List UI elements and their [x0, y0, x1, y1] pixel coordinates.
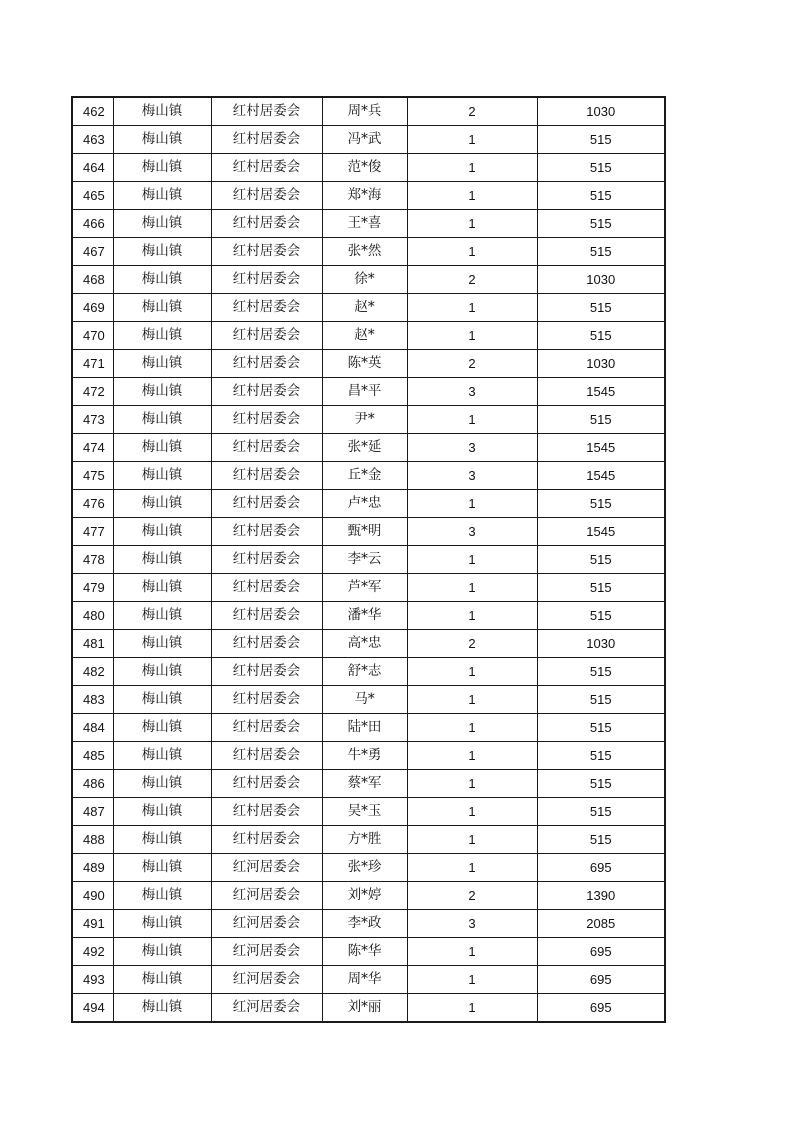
town-cell: 梅山镇	[113, 518, 211, 546]
amount-cell: 1545	[537, 378, 665, 406]
row-number: 488	[72, 826, 113, 854]
amount-cell: 515	[537, 574, 665, 602]
amount-cell: 515	[537, 798, 665, 826]
row-number: 474	[72, 434, 113, 462]
amount-cell: 515	[537, 658, 665, 686]
table-row	[72, 490, 665, 518]
name-cell: 赵*	[322, 294, 407, 322]
amount-cell: 695	[537, 994, 665, 1023]
committee-cell: 红村居委会	[211, 798, 322, 826]
name-cell: 陈*英	[322, 350, 407, 378]
row-number: 487	[72, 798, 113, 826]
row-number: 483	[72, 686, 113, 714]
row-number: 479	[72, 574, 113, 602]
table-row	[72, 658, 665, 686]
table-row	[72, 97, 665, 126]
table-row	[72, 910, 665, 938]
amount-cell: 1030	[537, 97, 665, 126]
committee-cell: 红村居委会	[211, 238, 322, 266]
name-cell: 陈*华	[322, 938, 407, 966]
town-cell: 梅山镇	[113, 378, 211, 406]
household-count-cell: 1	[407, 658, 537, 686]
amount-cell: 515	[537, 742, 665, 770]
amount-cell: 515	[537, 546, 665, 574]
committee-cell: 红村居委会	[211, 742, 322, 770]
town-cell: 梅山镇	[113, 490, 211, 518]
table-row	[72, 966, 665, 994]
amount-cell: 515	[537, 490, 665, 518]
name-cell: 李*政	[322, 910, 407, 938]
committee-cell: 红村居委会	[211, 462, 322, 490]
row-number: 469	[72, 294, 113, 322]
table-row	[72, 266, 665, 294]
row-number: 484	[72, 714, 113, 742]
town-cell: 梅山镇	[113, 266, 211, 294]
row-number: 463	[72, 126, 113, 154]
name-cell: 赵*	[322, 322, 407, 350]
committee-cell: 红村居委会	[211, 574, 322, 602]
amount-cell: 1545	[537, 462, 665, 490]
name-cell: 昌*平	[322, 378, 407, 406]
amount-cell: 515	[537, 238, 665, 266]
row-number: 478	[72, 546, 113, 574]
household-count-cell: 1	[407, 238, 537, 266]
name-cell: 卢*忠	[322, 490, 407, 518]
table-row	[72, 742, 665, 770]
household-count-cell: 1	[407, 406, 537, 434]
town-cell: 梅山镇	[113, 322, 211, 350]
town-cell: 梅山镇	[113, 994, 211, 1023]
table-row	[72, 714, 665, 742]
row-number: 481	[72, 630, 113, 658]
town-cell: 梅山镇	[113, 574, 211, 602]
amount-cell: 515	[537, 154, 665, 182]
town-cell: 梅山镇	[113, 238, 211, 266]
town-cell: 梅山镇	[113, 854, 211, 882]
committee-cell: 红河居委会	[211, 910, 322, 938]
name-cell: 蔡*军	[322, 770, 407, 798]
table-row	[72, 126, 665, 154]
household-count-cell: 1	[407, 574, 537, 602]
town-cell: 梅山镇	[113, 210, 211, 238]
name-cell: 王*喜	[322, 210, 407, 238]
amount-cell: 515	[537, 294, 665, 322]
household-count-cell: 1	[407, 154, 537, 182]
table-row	[72, 294, 665, 322]
table-row	[72, 630, 665, 658]
amount-cell: 1030	[537, 630, 665, 658]
household-count-cell: 1	[407, 490, 537, 518]
town-cell: 梅山镇	[113, 182, 211, 210]
town-cell: 梅山镇	[113, 910, 211, 938]
table-row	[72, 462, 665, 490]
household-count-cell: 2	[407, 882, 537, 910]
amount-cell: 515	[537, 714, 665, 742]
name-cell: 陆*田	[322, 714, 407, 742]
household-count-cell: 1	[407, 742, 537, 770]
row-number: 471	[72, 350, 113, 378]
committee-cell: 红村居委会	[211, 378, 322, 406]
committee-cell: 红河居委会	[211, 994, 322, 1023]
table-row	[72, 770, 665, 798]
committee-cell: 红村居委会	[211, 350, 322, 378]
amount-cell: 515	[537, 406, 665, 434]
town-cell: 梅山镇	[113, 686, 211, 714]
town-cell: 梅山镇	[113, 434, 211, 462]
amount-cell: 1030	[537, 266, 665, 294]
row-number: 467	[72, 238, 113, 266]
amount-cell: 1030	[537, 350, 665, 378]
committee-cell: 红村居委会	[211, 434, 322, 462]
table-body	[72, 97, 665, 1022]
row-number: 490	[72, 882, 113, 910]
table-row	[72, 798, 665, 826]
row-number: 476	[72, 490, 113, 518]
table-row	[72, 322, 665, 350]
table-row	[72, 938, 665, 966]
name-cell: 李*云	[322, 546, 407, 574]
household-count-cell: 1	[407, 966, 537, 994]
town-cell: 梅山镇	[113, 154, 211, 182]
town-cell: 梅山镇	[113, 406, 211, 434]
amount-cell: 515	[537, 686, 665, 714]
amount-cell: 695	[537, 938, 665, 966]
town-cell: 梅山镇	[113, 658, 211, 686]
row-number: 470	[72, 322, 113, 350]
town-cell: 梅山镇	[113, 546, 211, 574]
name-cell: 徐*	[322, 266, 407, 294]
amount-cell: 515	[537, 770, 665, 798]
household-count-cell: 1	[407, 210, 537, 238]
town-cell: 梅山镇	[113, 294, 211, 322]
table-row	[72, 574, 665, 602]
row-number: 465	[72, 182, 113, 210]
name-cell: 张*延	[322, 434, 407, 462]
town-cell: 梅山镇	[113, 742, 211, 770]
row-number: 492	[72, 938, 113, 966]
committee-cell: 红村居委会	[211, 406, 322, 434]
table-row	[72, 406, 665, 434]
committee-cell: 红村居委会	[211, 210, 322, 238]
row-number: 482	[72, 658, 113, 686]
household-count-cell: 3	[407, 518, 537, 546]
row-number: 477	[72, 518, 113, 546]
town-cell: 梅山镇	[113, 126, 211, 154]
name-cell: 舒*志	[322, 658, 407, 686]
table-row	[72, 154, 665, 182]
household-count-cell: 1	[407, 798, 537, 826]
committee-cell: 红河居委会	[211, 882, 322, 910]
committee-cell: 红村居委会	[211, 714, 322, 742]
town-cell: 梅山镇	[113, 882, 211, 910]
amount-cell: 695	[537, 966, 665, 994]
row-number: 466	[72, 210, 113, 238]
name-cell: 马*	[322, 686, 407, 714]
name-cell: 丘*金	[322, 462, 407, 490]
household-count-cell: 2	[407, 350, 537, 378]
household-count-cell: 3	[407, 910, 537, 938]
amount-cell: 2085	[537, 910, 665, 938]
row-number: 464	[72, 154, 113, 182]
name-cell: 刘*丽	[322, 994, 407, 1023]
table-row	[72, 238, 665, 266]
amount-cell: 1390	[537, 882, 665, 910]
row-number: 493	[72, 966, 113, 994]
committee-cell: 红村居委会	[211, 294, 322, 322]
amount-cell: 1545	[537, 434, 665, 462]
committee-cell: 红村居委会	[211, 658, 322, 686]
name-cell: 范*俊	[322, 154, 407, 182]
data-table	[71, 96, 666, 1023]
committee-cell: 红村居委会	[211, 322, 322, 350]
town-cell: 梅山镇	[113, 630, 211, 658]
committee-cell: 红村居委会	[211, 770, 322, 798]
household-count-cell: 2	[407, 97, 537, 126]
amount-cell: 515	[537, 182, 665, 210]
name-cell: 吴*玉	[322, 798, 407, 826]
household-count-cell: 1	[407, 994, 537, 1023]
table-row	[72, 854, 665, 882]
table-row	[72, 210, 665, 238]
committee-cell: 红村居委会	[211, 602, 322, 630]
town-cell: 梅山镇	[113, 826, 211, 854]
committee-cell: 红河居委会	[211, 938, 322, 966]
household-count-cell: 2	[407, 630, 537, 658]
name-cell: 冯*武	[322, 126, 407, 154]
household-count-cell: 1	[407, 322, 537, 350]
household-count-cell: 3	[407, 462, 537, 490]
name-cell: 郑*海	[322, 182, 407, 210]
town-cell: 梅山镇	[113, 602, 211, 630]
town-cell: 梅山镇	[113, 97, 211, 126]
committee-cell: 红村居委会	[211, 826, 322, 854]
household-count-cell: 1	[407, 938, 537, 966]
committee-cell: 红村居委会	[211, 266, 322, 294]
table-row	[72, 826, 665, 854]
household-count-cell: 3	[407, 378, 537, 406]
row-number: 473	[72, 406, 113, 434]
household-count-cell: 1	[407, 714, 537, 742]
name-cell: 尹*	[322, 406, 407, 434]
table-row	[72, 994, 665, 1023]
table-row	[72, 686, 665, 714]
table-row	[72, 378, 665, 406]
household-count-cell: 1	[407, 686, 537, 714]
committee-cell: 红村居委会	[211, 490, 322, 518]
name-cell: 牛*勇	[322, 742, 407, 770]
row-number: 494	[72, 994, 113, 1023]
committee-cell: 红村居委会	[211, 630, 322, 658]
household-count-cell: 1	[407, 854, 537, 882]
row-number: 485	[72, 742, 113, 770]
row-number: 491	[72, 910, 113, 938]
town-cell: 梅山镇	[113, 770, 211, 798]
household-count-cell: 1	[407, 126, 537, 154]
row-number: 486	[72, 770, 113, 798]
name-cell: 甄*明	[322, 518, 407, 546]
name-cell: 方*胜	[322, 826, 407, 854]
household-count-cell: 1	[407, 826, 537, 854]
row-number: 489	[72, 854, 113, 882]
committee-cell: 红村居委会	[211, 154, 322, 182]
household-count-cell: 1	[407, 294, 537, 322]
town-cell: 梅山镇	[113, 966, 211, 994]
household-count-cell: 3	[407, 434, 537, 462]
town-cell: 梅山镇	[113, 350, 211, 378]
amount-cell: 695	[537, 854, 665, 882]
household-count-cell: 1	[407, 602, 537, 630]
town-cell: 梅山镇	[113, 462, 211, 490]
committee-cell: 红村居委会	[211, 686, 322, 714]
committee-cell: 红村居委会	[211, 97, 322, 126]
name-cell: 张*然	[322, 238, 407, 266]
table-row	[72, 182, 665, 210]
amount-cell: 515	[537, 322, 665, 350]
row-number: 472	[72, 378, 113, 406]
household-count-cell: 1	[407, 546, 537, 574]
town-cell: 梅山镇	[113, 714, 211, 742]
table-row	[72, 518, 665, 546]
table-row	[72, 434, 665, 462]
row-number: 475	[72, 462, 113, 490]
name-cell: 周*华	[322, 966, 407, 994]
household-count-cell: 1	[407, 182, 537, 210]
name-cell: 芦*军	[322, 574, 407, 602]
table-row	[72, 546, 665, 574]
household-count-cell: 1	[407, 770, 537, 798]
committee-cell: 红村居委会	[211, 518, 322, 546]
household-count-cell: 2	[407, 266, 537, 294]
amount-cell: 515	[537, 126, 665, 154]
amount-cell: 515	[537, 210, 665, 238]
amount-cell: 1545	[537, 518, 665, 546]
name-cell: 潘*华	[322, 602, 407, 630]
town-cell: 梅山镇	[113, 798, 211, 826]
committee-cell: 红村居委会	[211, 546, 322, 574]
name-cell: 高*忠	[322, 630, 407, 658]
committee-cell: 红村居委会	[211, 182, 322, 210]
row-number: 468	[72, 266, 113, 294]
committee-cell: 红村居委会	[211, 126, 322, 154]
table-row	[72, 882, 665, 910]
amount-cell: 515	[537, 826, 665, 854]
row-number: 462	[72, 97, 113, 126]
committee-cell: 红河居委会	[211, 854, 322, 882]
name-cell: 刘*婷	[322, 882, 407, 910]
table-row	[72, 602, 665, 630]
amount-cell: 515	[537, 602, 665, 630]
name-cell: 张*珍	[322, 854, 407, 882]
row-number: 480	[72, 602, 113, 630]
name-cell: 周*兵	[322, 97, 407, 126]
committee-cell: 红河居委会	[211, 966, 322, 994]
town-cell: 梅山镇	[113, 938, 211, 966]
table-row	[72, 350, 665, 378]
